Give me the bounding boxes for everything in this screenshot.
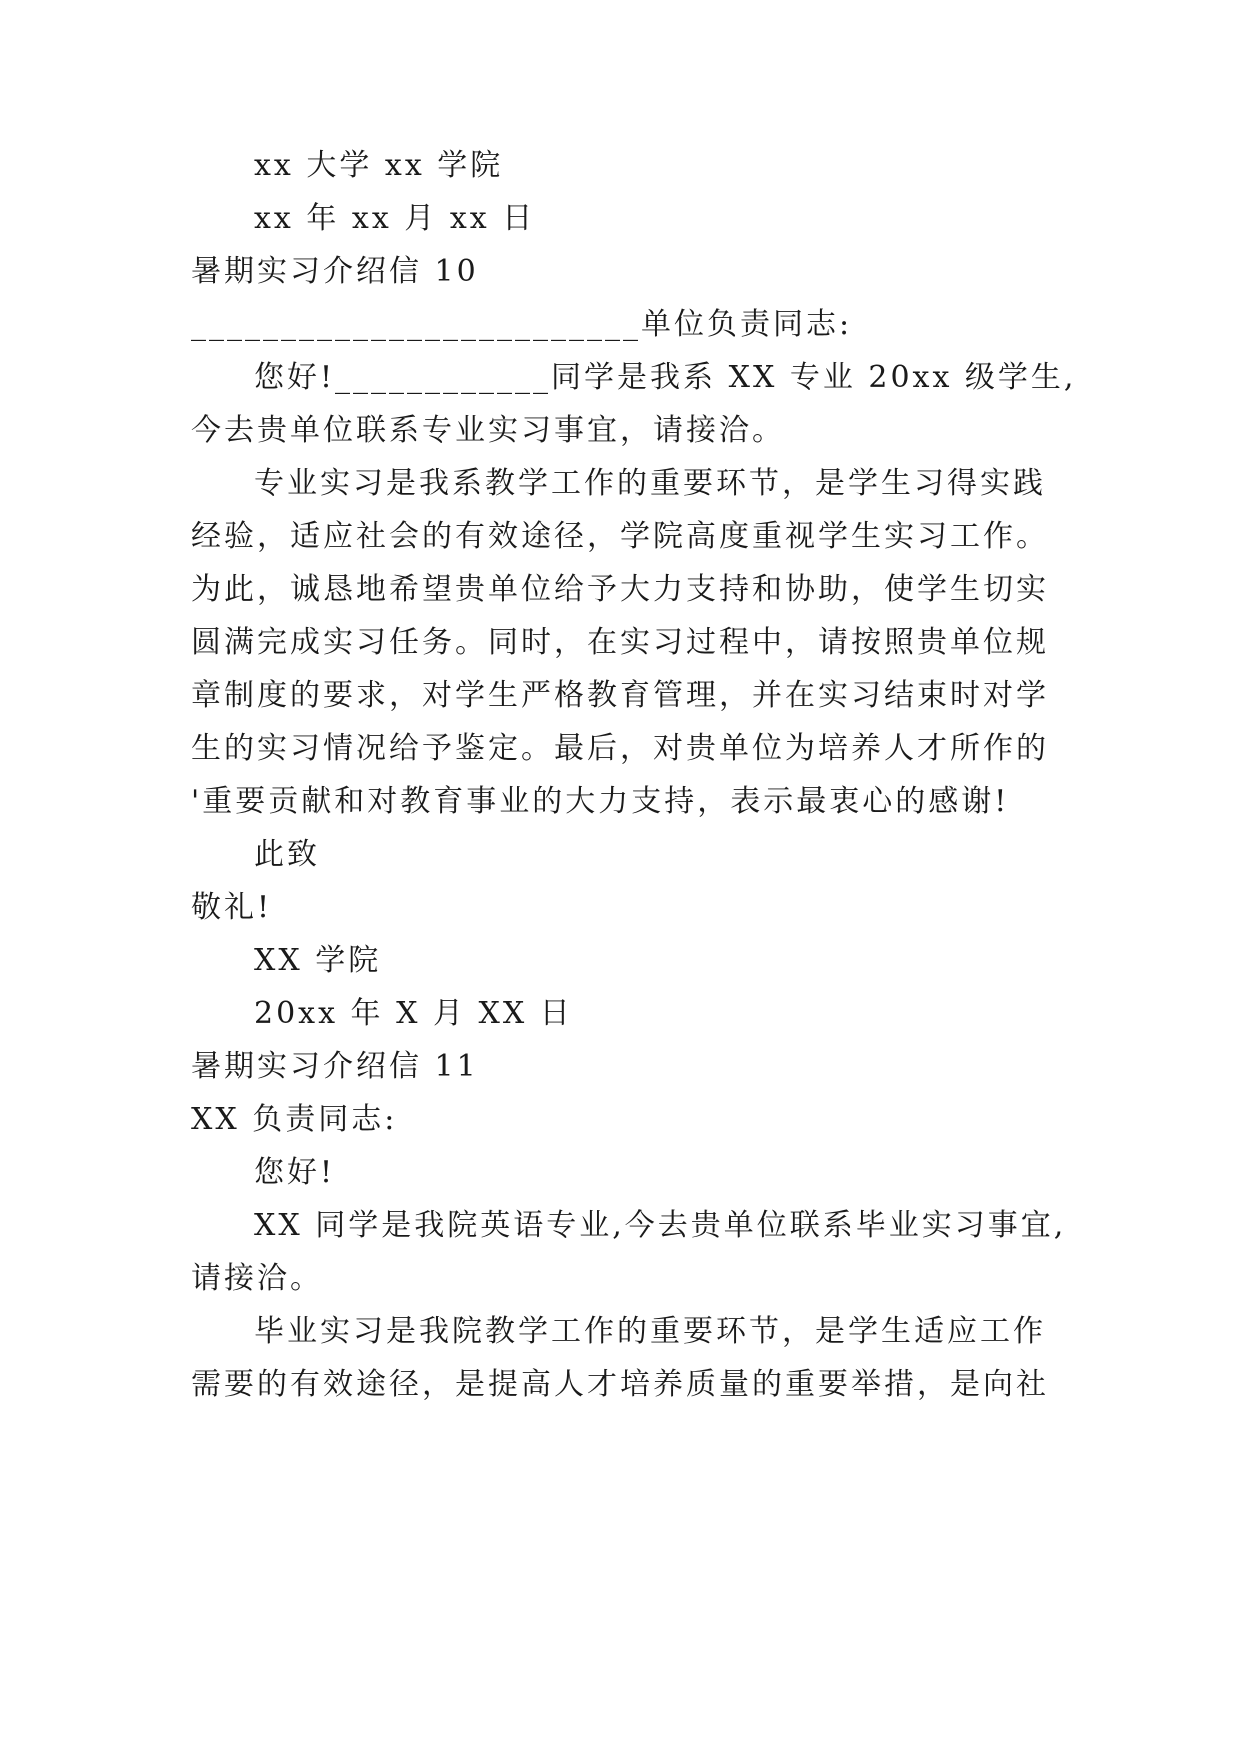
body-line: 请接洽。 — [191, 1261, 323, 1296]
signature-date: xx 年 xx 月 xx 日 — [254, 201, 536, 236]
body-line: 今去贵单位联系专业实习事宜，请接洽。 — [191, 413, 785, 448]
body-line: XX 同学是我院英语专业,今去贵单位联系毕业实习事宜, — [254, 1208, 1067, 1243]
closing-salute: 敬礼! — [191, 890, 273, 925]
body-line: 需要的有效途径，是提高人才培养质量的重要举措，是向社 — [191, 1367, 1049, 1402]
letter-10-salutation: _________________________单位负责同志: — [191, 307, 853, 342]
letter-10-greeting: 您好!____________同学是我系 XX 专业 20xx 级学生, — [254, 360, 1077, 395]
body-line: 为此，诚恳地希望贵单位给予大力支持和协助，使学生切实 — [191, 572, 1049, 607]
body-line: 经验，适应社会的有效途径，学院高度重视学生实习工作。 — [191, 519, 1049, 554]
letter-11-greeting: 您好! — [254, 1155, 336, 1190]
body-line: 生的实习情况给予鉴定。最后，对贵单位为培养人才所作的 — [191, 731, 1049, 766]
body-line: 专业实习是我系教学工作的重要环节，是学生习得实践 — [254, 466, 1046, 501]
letter-10-title: 暑期实习介绍信 10 — [191, 254, 479, 289]
signature-institution: xx 大学 xx 学院 — [254, 148, 504, 183]
letter-11-title: 暑期实习介绍信 11 — [191, 1049, 479, 1084]
body-line: 圆满完成实习任务。同时，在实习过程中，请按照贵单位规 — [191, 625, 1049, 660]
signature-date: 20xx 年 X 月 XX 日 — [254, 996, 573, 1031]
letter-11-salutation: XX 负责同志: — [191, 1102, 398, 1137]
body-line: 章制度的要求，对学生严格教育管理，并在实习结束时对学 — [191, 678, 1049, 713]
closing-phrase: 此致 — [254, 837, 320, 872]
body-line: '重要贡献和对教育事业的大力支持，表示最衷心的感谢! — [191, 784, 1010, 819]
body-line: 毕业实习是我院教学工作的重要环节，是学生适应工作 — [254, 1314, 1046, 1349]
signature-institution: XX 学院 — [254, 943, 382, 978]
